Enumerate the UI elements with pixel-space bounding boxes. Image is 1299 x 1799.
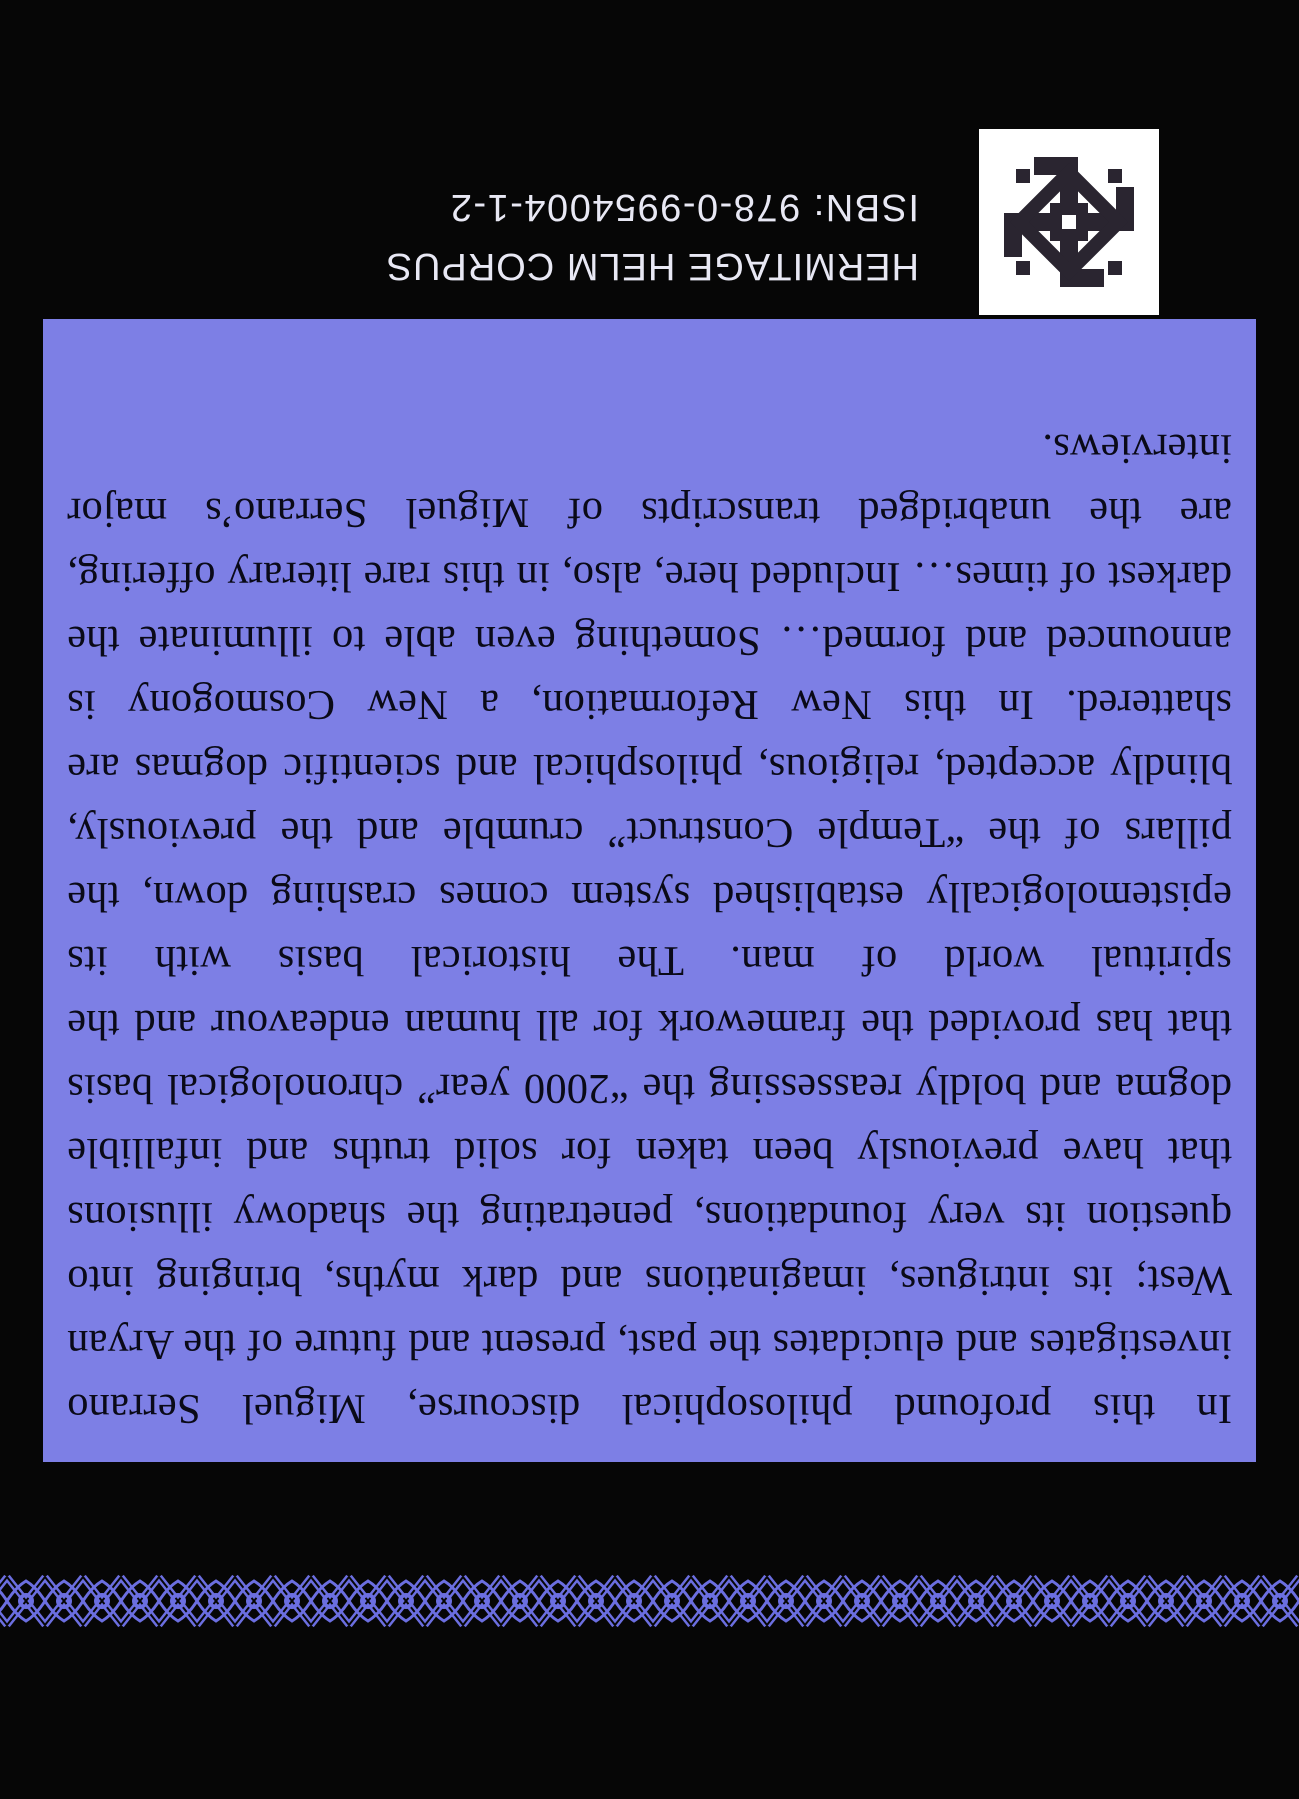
sun-wheel-emblem-icon: [994, 147, 1144, 297]
blurb-panel: [43, 319, 1256, 1462]
celtic-knot-band-icon: [0, 1573, 1299, 1629]
isbn-number: ISBN: 978-0-9954004-1-2: [449, 186, 919, 228]
blurb-text: In this profound philosophical discourse, Miguel Serrano investigates and elucidates the past, present and future of the Aryan West; its intrigues, imaginations and dark myths, bringing into question its very foundations, penetrating the shadowy illusions that have previously been taken for solid truths and infallible dogma and boldly reassessing the “2000 year” chronological basis that has provided the framework for all human endeavour and the spiritual world of man. The historical basis with its epistemologically established system comes crashing down, the pillars of the “Temple Construct” crumble and the previously, blindly accepted, religious, philosphical and scientific dogmas are shattered. In this New Reformation, a New Cosmogony is announced and formed… Something even able to illuminate the darkest of times… Included here, also, in this rare literary offering, are the unabridged transcripts of Miguel Serrano’s major interviews.: [67, 425, 1232, 1432]
publisher-name: HERMITAGE HELM CORPUS: [385, 245, 919, 287]
publisher-logo: [979, 129, 1159, 315]
